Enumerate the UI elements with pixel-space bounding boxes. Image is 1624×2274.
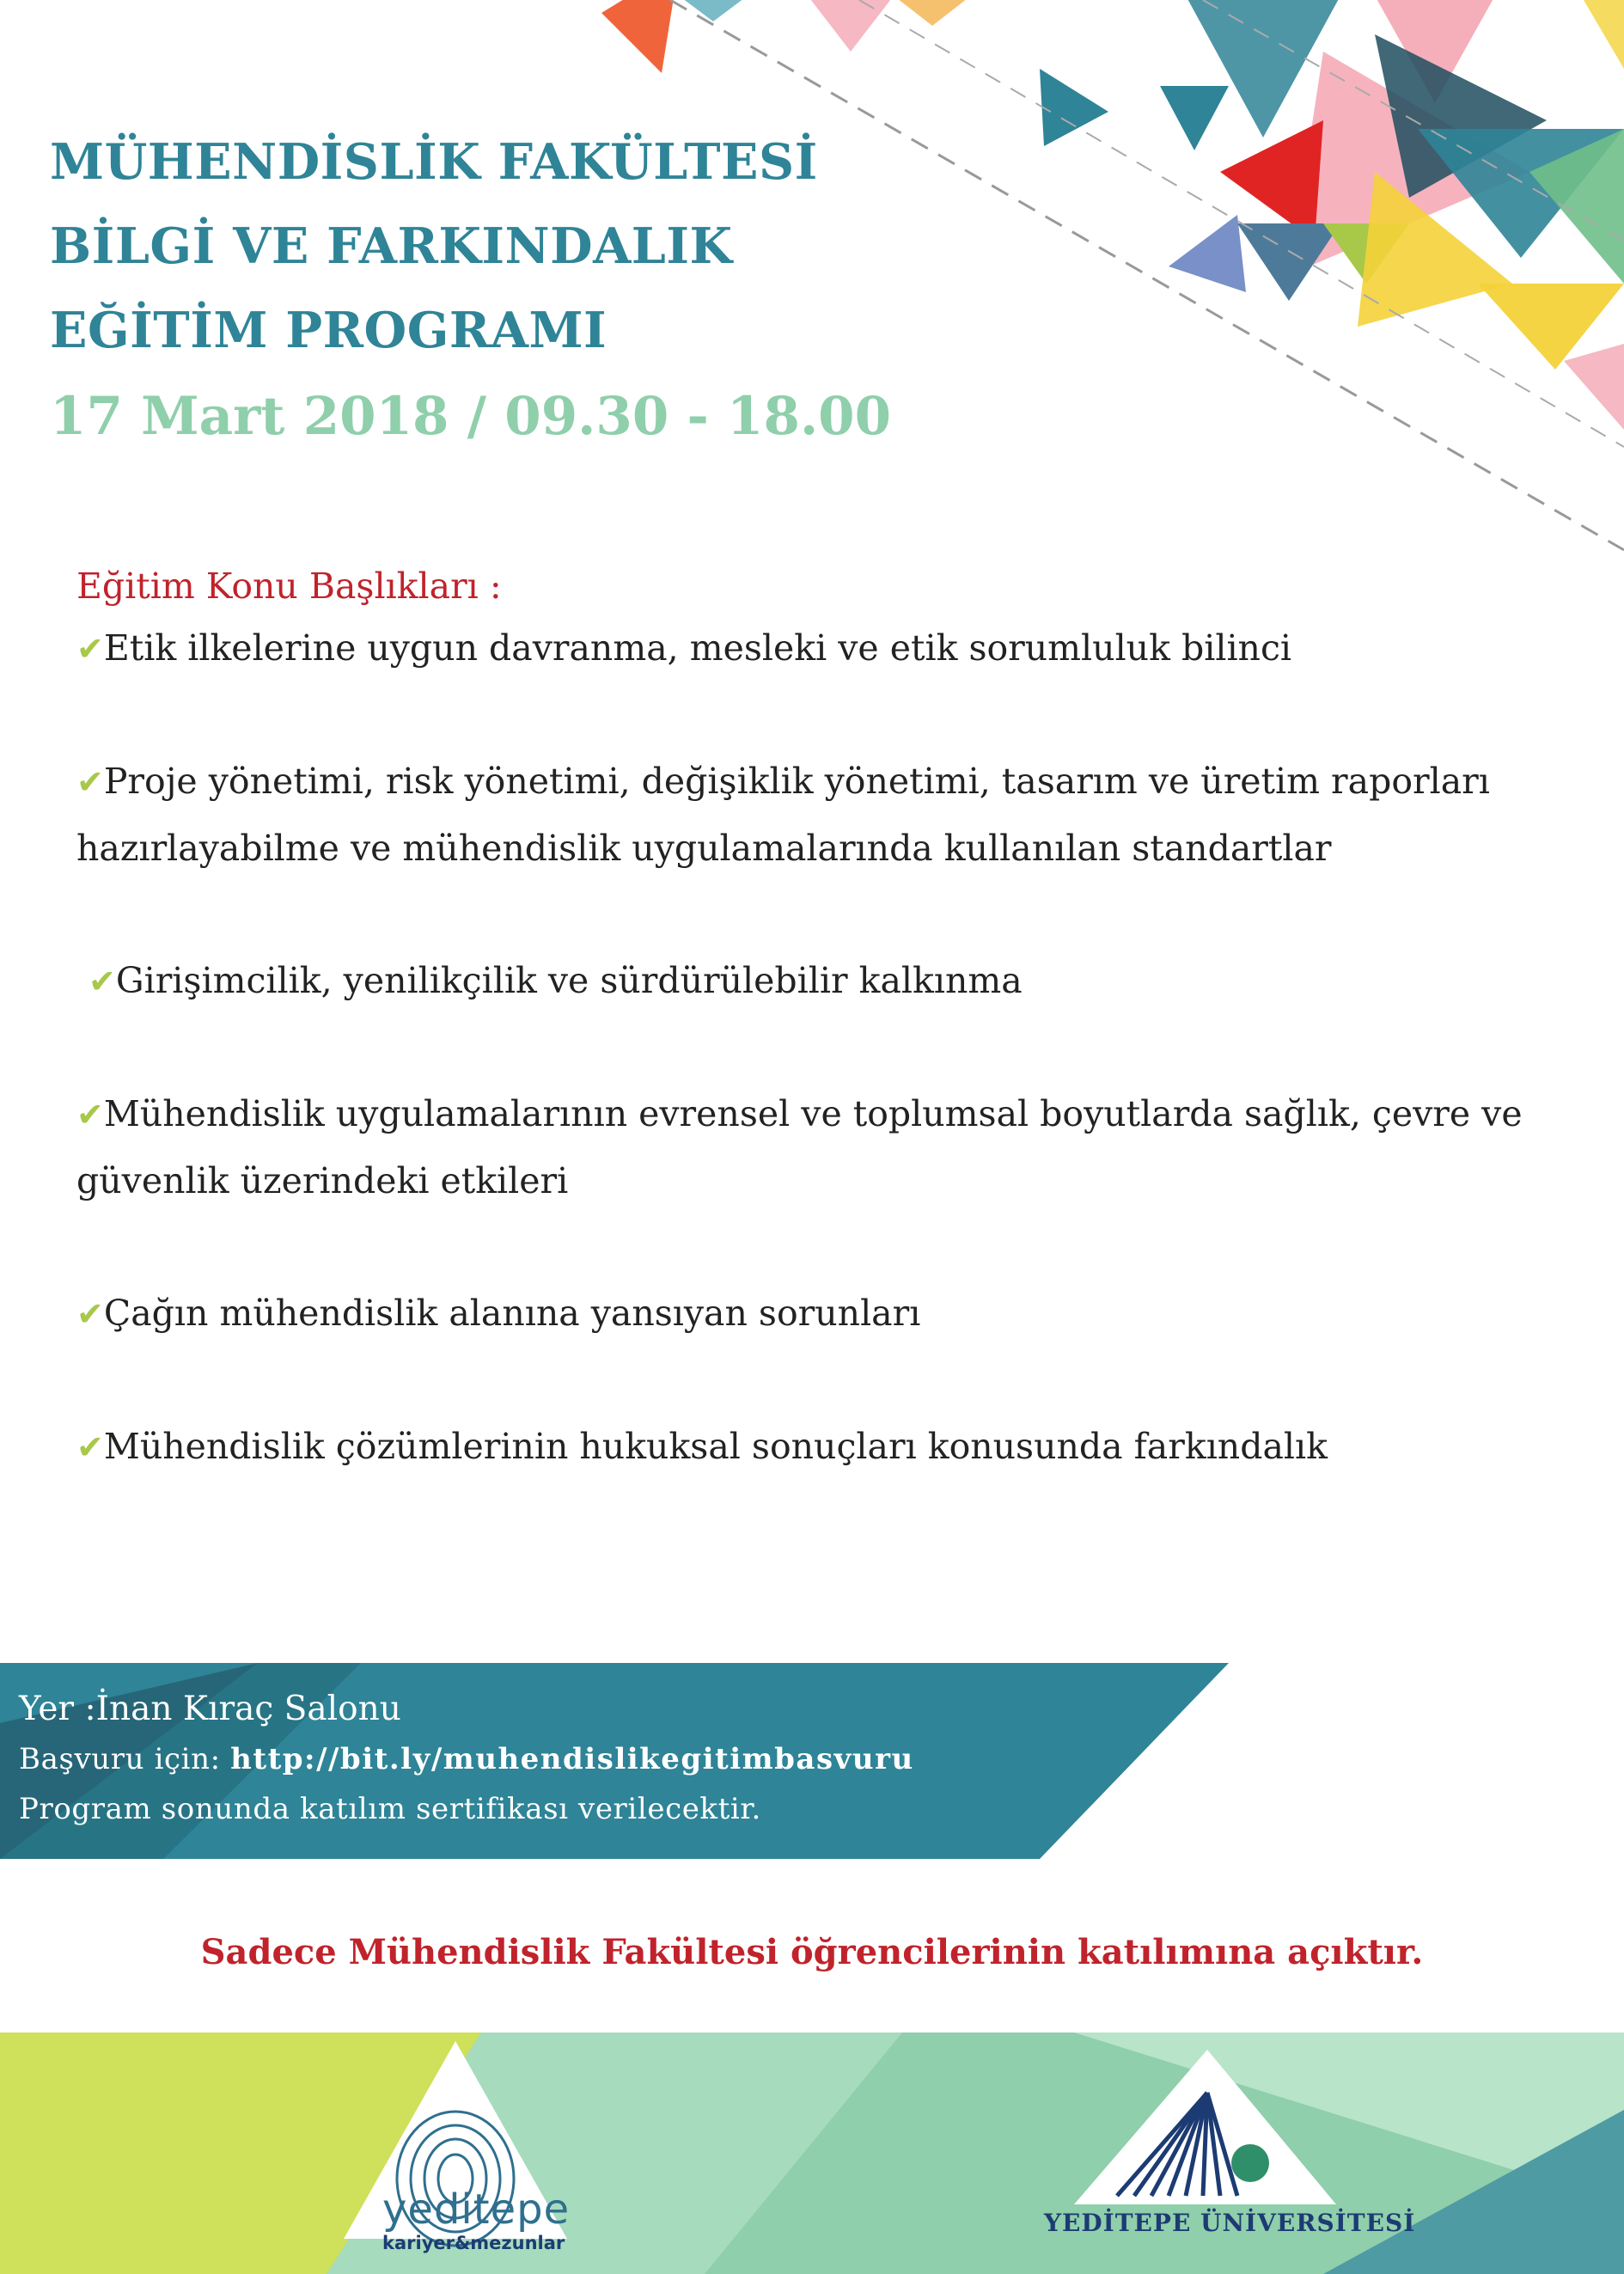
topics-heading: Eğitim Konu Başlıkları : <box>76 565 502 607</box>
kariyer-logo-main: yeditepe <box>382 2185 571 2234</box>
kariyer-logo-text <box>382 2187 570 2254</box>
apply-label: Başvuru için: <box>19 1742 221 1776</box>
check-icon: ✔ <box>76 1295 104 1333</box>
apply-row <box>19 1734 914 1784</box>
check-icon: ✔ <box>76 763 104 801</box>
title-block <box>50 120 891 459</box>
title-line-3: EĞİTİM PROGRAMI <box>50 302 607 359</box>
topic-text: Proje yönetimi, risk yönetimi, değişiklik yönetimi, tasarım ve üretim raporları hazırlayabilme ve mühendislik uygulamalarında kullanılan standartlar <box>76 761 1490 869</box>
location: Yer :İnan Kıraç Salonu <box>19 1690 401 1728</box>
deco-triangle <box>1040 69 1108 146</box>
title-line-1: MÜHENDİSLİK FAKÜLTESİ <box>50 133 818 191</box>
deco-triangle <box>601 0 679 73</box>
event-date: 17 Mart 2018 / 09.30 - 18.00 <box>50 386 892 447</box>
deco-triangle <box>679 0 748 21</box>
topic-item <box>76 1414 1554 1481</box>
deco-triangle <box>1160 86 1229 150</box>
info-text <box>19 1684 914 1834</box>
topic-item <box>76 1281 1554 1348</box>
eligibility-notice: Sadece Mühendislik Fakültesi öğrencilerinin katılımına açıktır. <box>200 1932 1424 1972</box>
globe-icon <box>1231 2144 1269 2182</box>
topics-section <box>76 557 1554 1547</box>
topic-item <box>76 615 1554 682</box>
topic-text: Çağın mühendislik alanına yansıyan sorunları <box>103 1293 921 1334</box>
deco-triangle <box>1169 215 1246 292</box>
topic-item <box>76 1081 1554 1214</box>
university-logo-text: YEDİTEPE ÜNİVERSİTESİ <box>1044 2209 1416 2237</box>
check-icon: ✔ <box>76 1428 104 1466</box>
deco-triangle <box>894 0 971 26</box>
certificate-note: Program sonunda katılım sertifikası verilecektir. <box>19 1792 761 1826</box>
deco-triangle <box>1581 0 1624 69</box>
topic-item <box>76 948 1554 1015</box>
apply-link[interactable]: http://bit.ly/muhendislikegitimbasvuru <box>230 1742 914 1776</box>
topic-text: Etik ilkelerine uygun davranma, mesleki ve etik sorumluluk bilinci <box>103 627 1292 669</box>
footer-band <box>0 2033 1624 2274</box>
deco-triangle <box>1237 223 1340 301</box>
kariyer-logo-sub: kariyer&mezunlar <box>382 2233 565 2253</box>
check-icon: ✔ <box>89 963 116 1000</box>
topic-text: Mühendislik çözümlerinin hukuksal sonuçları konusunda farkındalık <box>103 1426 1328 1467</box>
topic-text: Girişimcilik, yenilikçilik ve sürdürülebilir kalkınma <box>115 960 1023 1001</box>
title-line-2: BİLGİ VE FARKINDALIK <box>50 217 733 275</box>
topic-text: Mühendislik uygulamalarının evrensel ve toplumsal boyutlarda sağlık, çevre ve güvenlik üzerindeki etkileri <box>76 1093 1523 1201</box>
topic-item <box>76 749 1554 882</box>
check-icon: ✔ <box>76 1096 104 1134</box>
deco-triangle <box>808 0 894 52</box>
check-icon: ✔ <box>76 630 104 668</box>
